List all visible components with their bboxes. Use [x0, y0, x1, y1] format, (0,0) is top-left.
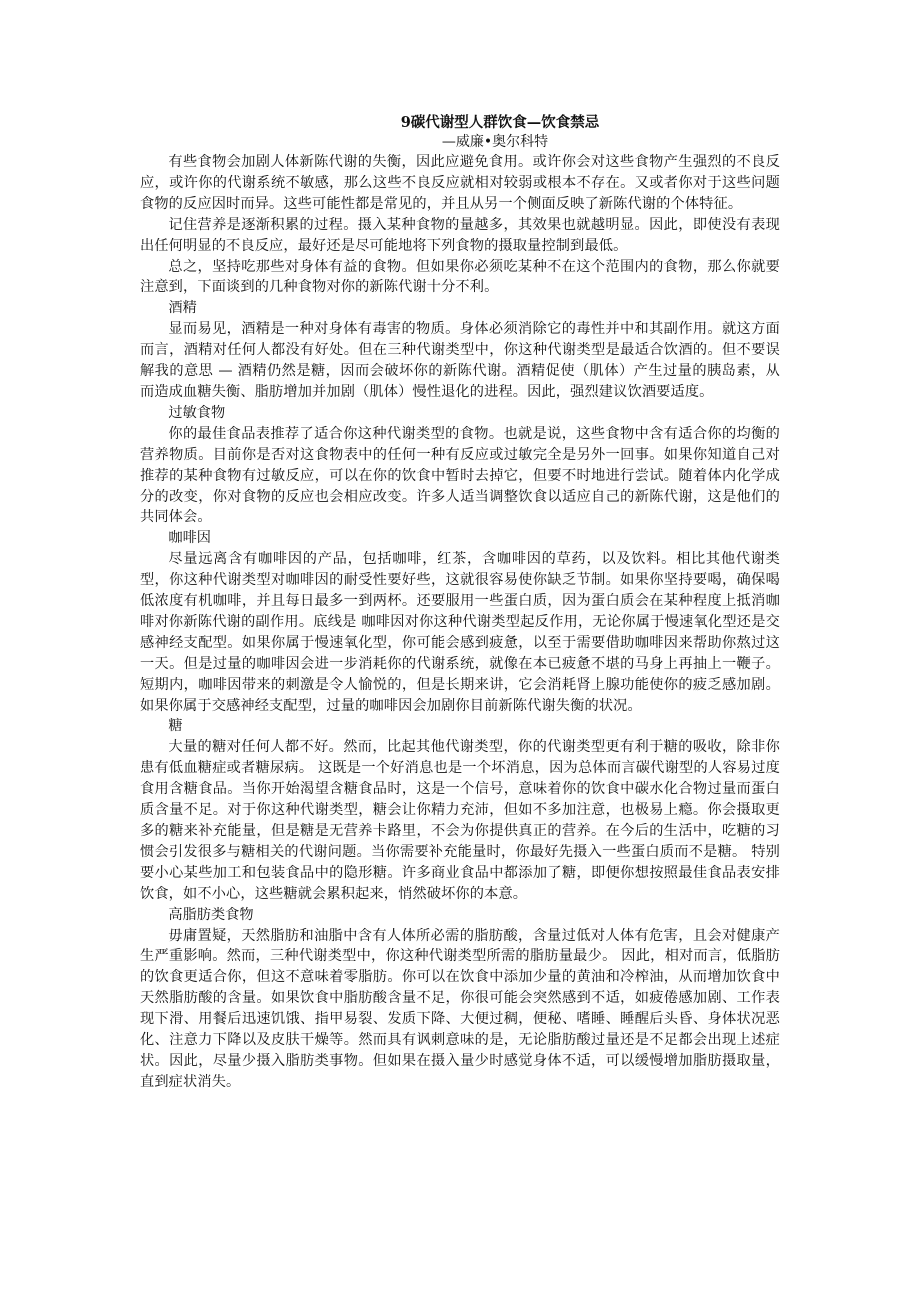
- document-author: —威廉•奥尔科特: [441, 134, 549, 150]
- section-body-alcohol: 显而易见，酒精是一种对身体有毒害的物质。身体必须消除它的毒性并中和其副作用。就这方面而言，酒精对任何人都没有好处。但在三种代谢类型中，你这种代谢类型是最适合饮酒的。但不要误解我的意思 — 酒精仍然是糖，因而会破坏你的新陈代谢。酒精促使（肌体）产生过量的胰岛素，从而造成血糖失衡、脂肪增加并加剧（肌体）慢性退化的进程。因此，强烈建议饮酒要适度。: [140, 321, 780, 400]
- section-heading-caffeine: 咖啡因: [168, 530, 211, 547]
- document-page: [140, 112, 780, 1093]
- intro-paragraph-2: 记住营养是逐渐积累的过程。摄入某种食物的量越多，其效果也就越明显。因此，即使没有表现出任何明显的不良反应，最好还是尽可能地将下列食物的摄取量控制到最低。: [140, 216, 780, 254]
- document-title: 9碳代谢型人群饮食—饮食禁忌: [400, 114, 600, 131]
- section-heading-allergy-foods: 过敏食物: [168, 404, 226, 421]
- section-body-allergy-foods: 你的最佳食品表推荐了适合你这种代谢类型的食物。也就是说，这些食物中含有适合你的均衡的营养物质。目前你是否对这食物表中的任何一种有反应或过敏完全是另外一回事。如果你知道自己对推荐的某种食物有过敏反应，可以在你的饮食中暂时去掉它，但要不时地进行尝试。随着体内化学成分的改变，你对食物的反应也会相应改变。许多人适当调整饮食以适应自己的新陈代谢，这是他们的共同体会。: [140, 425, 780, 526]
- section-body-sugar: 大量的糖对任何人都不好。然而，比起其他代谢类型，你的代谢类型更有利于糖的吸收，除非你患有低血糖症或者糖尿病。 这既是一个好消息也是一个坏消息，因为总体而言碳代谢型的人容易过度食用含糖食品。当你开始渴望含糖食品时，这是一个信号，意味着你的饮食中碳水化合物过量而蛋白质含量不足。对于你这种代谢类型，糖会让你精力充沛，但如不多加注意，也极易上瘾。你会摄取更多的糖来补充能量，但是糖是无营养卡路里，不会为你提供真正的营养。在今后的生活中，吃糖的习惯会引发很多与糖相关的代谢问题。当你需要补充能量时，你最好先摄入一些蛋白质而不是糖。 特别要小心某些加工和包装食品中的隐形糖。许多商业食品中都添加了糖，即便你想按照最佳食品表安排饮食，如不小心，这些糖就会累积起来，悄然破坏你的本意。: [140, 739, 780, 902]
- section-heading-high-fat-foods: 高脂肪类食物: [168, 906, 254, 923]
- section-body-caffeine: 尽量远离含有咖啡因的产品，包括咖啡，红茶，含咖啡因的草药，以及饮料。相比其他代谢类型，你这种代谢类型对咖啡因的耐受性要好些，这就很容易使你缺乏节制。如果你坚持要喝，确保喝低浓度有机咖啡，并且每日最多一到两杯。还要服用一些蛋白质，因为蛋白质会在某种程度上抵消咖啡对你新陈代谢的副作用。底线是 咖啡因对你这种代谢类型起反作用，无论你属于慢速氧化型还是交感神经支配型。如果你属于慢速氧化型，你可能会感到疲惫，以至于需要借助咖啡因来帮助你熬过这一天。但是过量的咖啡因会进一步消耗你的代谢系统，就像在本已疲惫不堪的马身上再抽上一鞭子。短期内，咖啡因带来的刺激是令人愉悦的，但是长期来讲，它会消耗肾上腺功能使你的疲乏感加剧。如果你属于交感神经支配型，过量的咖啡因会加剧你目前新陈代谢失衡的状况。: [140, 551, 780, 714]
- intro-paragraph-3: 总之，坚持吃那些对身体有益的食物。但如果你必须吃某种不在这个范围内的食物，那么你就要注意到，下面谈到的几种食物对你的新陈代谢十分不利。: [140, 258, 780, 296]
- section-body-high-fat-foods: 毋庸置疑，天然脂肪和油脂中含有人体所必需的脂肪酸，含量过低对人体有危害，且会对健康产生严重影响。然而，三种代谢类型中，你这种代谢类型所需的脂肪量最少。 因此，相对而言，低脂肪的饮食更适合你，但这不意味着零脂肪。你可以在饮食中添加少量的黄油和冷榨油，从而增加饮食中天然脂肪酸的含量。如果饮食中脂肪酸含量不足，你很可能会突然感到不适，如疲倦感加剧、工作表现下滑、用餐后迅速饥饿、指甲易裂、发质下降、大便过稠，便秘、嗜睡、睡醒后头昏、身体状况恶化、注意力下降以及皮肤干燥等。然而具有讽刺意味的是，无论脂肪酸过量还是不足都会出现上述症状。因此，尽量少摄入脂肪类事物。但如果在摄入量少时感觉身体不适，可以缓慢增加脂肪摄取量，直到症状消失。: [140, 927, 780, 1090]
- section-heading-sugar: 糖: [168, 718, 183, 735]
- section-heading-alcohol: 酒精: [168, 300, 197, 317]
- intro-paragraph-1: 有些食物会加剧人体新陈代谢的失衡，因此应避免食用。或许你会对这些食物产生强烈的不良反应，或许你的代谢系统不敏感，那么这些不良反应就相对较弱或根本不存在。又或者你对于这些问题食物的反应因时而异。这些可能性都是常见的，并且从另一个侧面反映了新陈代谢的个体特征。: [140, 154, 780, 212]
